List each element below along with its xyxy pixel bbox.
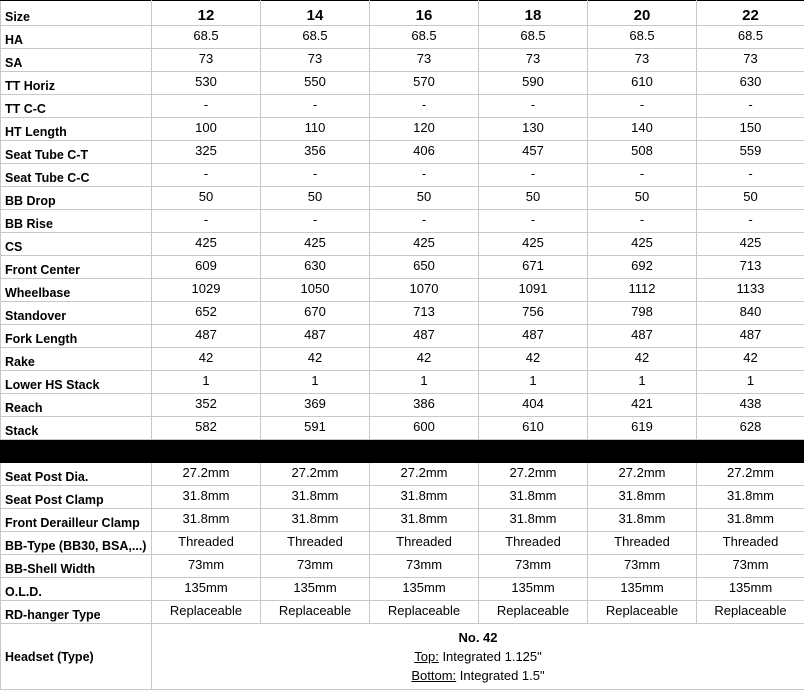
table-row	[1, 532, 804, 555]
table-cell: 487	[697, 325, 804, 348]
table-cell: 50	[152, 187, 261, 210]
table-cell: -	[697, 210, 804, 233]
size-header-label: Size	[1, 1, 152, 26]
table-cell: 425	[152, 233, 261, 256]
row-label: O.L.D.	[1, 578, 152, 601]
table-cell: 73	[588, 49, 697, 72]
headset-info	[152, 624, 804, 690]
table-cell: 421	[588, 394, 697, 417]
table-cell: 140	[588, 118, 697, 141]
table-cell: 31.8mm	[370, 486, 479, 509]
table-cell: 1112	[588, 279, 697, 302]
table-cell: -	[697, 95, 804, 118]
table-cell: 1133	[697, 279, 804, 302]
table-cell: 42	[261, 348, 370, 371]
headset-bottom-label: Bottom:	[411, 668, 456, 683]
table-cell: 50	[697, 187, 804, 210]
table-cell: 1	[588, 371, 697, 394]
table-cell: 31.8mm	[588, 509, 697, 532]
table-cell: 610	[588, 72, 697, 95]
table-cell: 31.8mm	[152, 509, 261, 532]
table-cell: Threaded	[261, 532, 370, 555]
row-label: SA	[1, 49, 152, 72]
row-label: TT Horiz	[1, 72, 152, 95]
headset-section	[1, 624, 804, 690]
row-label: HT Length	[1, 118, 152, 141]
table-cell: 73mm	[152, 555, 261, 578]
table-cell: 135mm	[479, 578, 588, 601]
table-cell: 559	[697, 141, 804, 164]
table-cell: 628	[697, 417, 804, 440]
size-column-header: 18	[479, 1, 588, 26]
table-cell: 27.2mm	[697, 463, 804, 486]
table-cell: -	[479, 95, 588, 118]
table-cell: 386	[370, 394, 479, 417]
table-cell: Threaded	[370, 532, 479, 555]
table-cell: 610	[479, 417, 588, 440]
table-cell: 487	[588, 325, 697, 348]
table-cell: 31.8mm	[697, 509, 804, 532]
table-cell: 73mm	[588, 555, 697, 578]
table-cell: 487	[261, 325, 370, 348]
table-row	[1, 26, 804, 49]
table-cell: 135mm	[370, 578, 479, 601]
row-label: BB Rise	[1, 210, 152, 233]
section-divider	[1, 440, 804, 463]
table-row	[1, 164, 804, 187]
table-cell: -	[152, 210, 261, 233]
row-label: Lower HS Stack	[1, 371, 152, 394]
table-cell: 1029	[152, 279, 261, 302]
table-cell: 457	[479, 141, 588, 164]
table-cell: 1	[697, 371, 804, 394]
table-cell: -	[370, 164, 479, 187]
divider-cell	[1, 440, 152, 463]
table-cell: 369	[261, 394, 370, 417]
table-cell: 68.5	[152, 26, 261, 49]
table-cell: -	[588, 95, 697, 118]
table-cell: 50	[370, 187, 479, 210]
headset-bottom-value: Integrated 1.5"	[456, 668, 544, 683]
row-label: Standover	[1, 302, 152, 325]
table-cell: Replaceable	[370, 601, 479, 624]
row-label: HA	[1, 26, 152, 49]
table-cell: 713	[370, 302, 479, 325]
table-row	[1, 325, 804, 348]
table-cell: 135mm	[697, 578, 804, 601]
table-cell: 110	[261, 118, 370, 141]
header-row	[1, 1, 804, 26]
table-cell: 590	[479, 72, 588, 95]
table-cell: 404	[479, 394, 588, 417]
divider-cell	[152, 440, 804, 463]
row-label: CS	[1, 233, 152, 256]
table-cell: Replaceable	[588, 601, 697, 624]
table-cell: 135mm	[261, 578, 370, 601]
table-cell: 50	[479, 187, 588, 210]
table-cell: -	[370, 95, 479, 118]
size-column-header: 16	[370, 1, 479, 26]
table-cell: 1	[152, 371, 261, 394]
geometry-section	[1, 26, 804, 440]
table-cell: Replaceable	[152, 601, 261, 624]
row-label: TT C-C	[1, 95, 152, 118]
row-label: Seat Post Dia.	[1, 463, 152, 486]
size-column-header: 12	[152, 1, 261, 26]
table-row	[1, 279, 804, 302]
table-cell: Replaceable	[697, 601, 804, 624]
row-label: BB Drop	[1, 187, 152, 210]
table-cell: 50	[588, 187, 697, 210]
row-label: Front Center	[1, 256, 152, 279]
table-cell: -	[261, 95, 370, 118]
table-cell: 591	[261, 417, 370, 440]
table-cell: 73	[261, 49, 370, 72]
table-cell: 1	[479, 371, 588, 394]
table-row	[1, 233, 804, 256]
table-cell: 31.8mm	[697, 486, 804, 509]
table-cell: 487	[152, 325, 261, 348]
table-cell: 50	[261, 187, 370, 210]
table-cell: 692	[588, 256, 697, 279]
table-row	[1, 49, 804, 72]
table-cell: -	[479, 164, 588, 187]
table-cell: 68.5	[588, 26, 697, 49]
table-cell: 356	[261, 141, 370, 164]
table-cell: 1	[370, 371, 479, 394]
table-cell: 42	[479, 348, 588, 371]
row-label: Headset (Type)	[1, 624, 152, 690]
table-cell: 508	[588, 141, 697, 164]
table-row	[1, 256, 804, 279]
table-row	[1, 601, 804, 624]
table-row	[1, 210, 804, 233]
table-cell: 619	[588, 417, 697, 440]
table-cell: 31.8mm	[261, 509, 370, 532]
table-cell: 73mm	[697, 555, 804, 578]
row-label: BB-Shell Width	[1, 555, 152, 578]
headset-top-label: Top:	[414, 649, 439, 664]
table-cell: -	[152, 95, 261, 118]
table-row	[1, 72, 804, 95]
row-label: BB-Type (BB30, BSA,...)	[1, 532, 152, 555]
table-cell: 73	[697, 49, 804, 72]
table-cell: 135mm	[152, 578, 261, 601]
table-cell: 487	[370, 325, 479, 348]
headset-bottom	[152, 666, 804, 685]
table-cell: -	[261, 164, 370, 187]
table-cell: Threaded	[697, 532, 804, 555]
table-cell: 42	[697, 348, 804, 371]
table-cell: 31.8mm	[479, 509, 588, 532]
table-cell: 671	[479, 256, 588, 279]
table-cell: 27.2mm	[261, 463, 370, 486]
table-cell: 31.8mm	[588, 486, 697, 509]
table-row	[1, 417, 804, 440]
table-cell: 570	[370, 72, 479, 95]
table-cell: 840	[697, 302, 804, 325]
table-cell: -	[479, 210, 588, 233]
table-cell: 27.2mm	[479, 463, 588, 486]
table-cell: 352	[152, 394, 261, 417]
table-row	[1, 302, 804, 325]
row-label: Wheelbase	[1, 279, 152, 302]
table-row	[1, 463, 804, 486]
table-cell: 1070	[370, 279, 479, 302]
table-cell: 609	[152, 256, 261, 279]
table-cell: Replaceable	[261, 601, 370, 624]
table-cell: -	[261, 210, 370, 233]
table-row	[1, 555, 804, 578]
table-cell: Replaceable	[479, 601, 588, 624]
table-cell: 42	[370, 348, 479, 371]
table-cell: 42	[152, 348, 261, 371]
table-cell: 425	[588, 233, 697, 256]
table-cell: 130	[479, 118, 588, 141]
component-section	[1, 463, 804, 624]
table-cell: 31.8mm	[152, 486, 261, 509]
table-cell: 73mm	[479, 555, 588, 578]
table-cell: 73	[479, 49, 588, 72]
table-row	[1, 371, 804, 394]
table-cell: Threaded	[588, 532, 697, 555]
table-cell: 650	[370, 256, 479, 279]
table-cell: 73	[370, 49, 479, 72]
size-column-header: 20	[588, 1, 697, 26]
table-row	[1, 187, 804, 210]
table-cell: 150	[697, 118, 804, 141]
row-label: RD-hanger Type	[1, 601, 152, 624]
table-row	[1, 486, 804, 509]
table-cell: 31.8mm	[261, 486, 370, 509]
headset-top-value: Integrated 1.125"	[439, 649, 542, 664]
table-cell: 1091	[479, 279, 588, 302]
row-label: Seat Tube C-T	[1, 141, 152, 164]
table-cell: 27.2mm	[588, 463, 697, 486]
table-cell: 670	[261, 302, 370, 325]
table-cell: 68.5	[261, 26, 370, 49]
table-cell: 27.2mm	[152, 463, 261, 486]
table-row	[1, 394, 804, 417]
row-label: Reach	[1, 394, 152, 417]
size-column-header: 14	[261, 1, 370, 26]
table-cell: 325	[152, 141, 261, 164]
table-cell: 630	[697, 72, 804, 95]
row-label: Fork Length	[1, 325, 152, 348]
table-cell: 582	[152, 417, 261, 440]
row-label: Seat Tube C-C	[1, 164, 152, 187]
table-cell: 73mm	[261, 555, 370, 578]
table-cell: 550	[261, 72, 370, 95]
table-row	[1, 118, 804, 141]
headset-model: No. 42	[152, 628, 804, 647]
table-cell: 652	[152, 302, 261, 325]
table-cell: 68.5	[697, 26, 804, 49]
table-cell: 135mm	[588, 578, 697, 601]
table-cell: 600	[370, 417, 479, 440]
table-cell: Threaded	[479, 532, 588, 555]
table-cell: -	[370, 210, 479, 233]
table-cell: Threaded	[152, 532, 261, 555]
table-cell: -	[697, 164, 804, 187]
table-cell: 68.5	[370, 26, 479, 49]
table-cell: 73mm	[370, 555, 479, 578]
table-cell: 425	[697, 233, 804, 256]
headset-row	[1, 624, 804, 690]
table-cell: 1050	[261, 279, 370, 302]
table-cell: 100	[152, 118, 261, 141]
row-label: Front Derailleur Clamp	[1, 509, 152, 532]
table-cell: 42	[588, 348, 697, 371]
divider-bar	[1, 440, 804, 463]
table-row	[1, 95, 804, 118]
table-cell: 31.8mm	[479, 486, 588, 509]
table-row	[1, 141, 804, 164]
table-cell: -	[152, 164, 261, 187]
table-cell: 425	[479, 233, 588, 256]
table-cell: 31.8mm	[370, 509, 479, 532]
table-cell: 120	[370, 118, 479, 141]
table-cell: 73	[152, 49, 261, 72]
table-cell: 756	[479, 302, 588, 325]
headset-top	[152, 647, 804, 666]
table-row	[1, 348, 804, 371]
table-cell: 425	[370, 233, 479, 256]
table-cell: 630	[261, 256, 370, 279]
table-cell: 438	[697, 394, 804, 417]
table-row	[1, 578, 804, 601]
table-cell: 798	[588, 302, 697, 325]
row-label: Rake	[1, 348, 152, 371]
table-cell: -	[588, 164, 697, 187]
size-column-header: 22	[697, 1, 804, 26]
table-cell: 530	[152, 72, 261, 95]
table-cell: 713	[697, 256, 804, 279]
table-cell: 406	[370, 141, 479, 164]
table-cell: 487	[479, 325, 588, 348]
table-cell: -	[588, 210, 697, 233]
row-label: Seat Post Clamp	[1, 486, 152, 509]
row-label: Stack	[1, 417, 152, 440]
table-cell: 27.2mm	[370, 463, 479, 486]
table-cell: 68.5	[479, 26, 588, 49]
table-cell: 425	[261, 233, 370, 256]
table-row	[1, 509, 804, 532]
table-cell: 1	[261, 371, 370, 394]
